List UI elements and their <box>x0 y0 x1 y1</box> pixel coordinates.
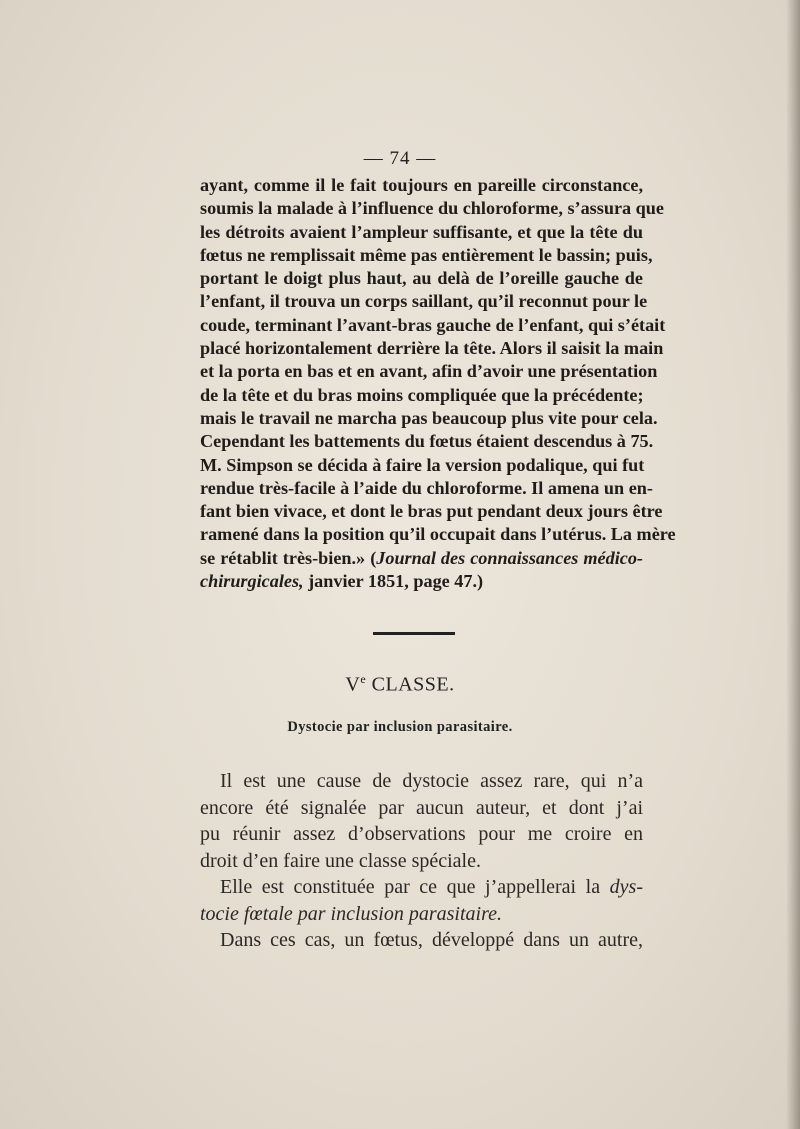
text-line: encore été signalée par aucun auteur, et dont j’ai <box>200 796 643 819</box>
text-line-citation <box>200 547 643 570</box>
text-line: Il est une cause de dystocie assez rare, qui n’a <box>220 770 643 792</box>
class-word: CLASSE. <box>366 673 455 696</box>
text-line: fant bien vivace, et dont le bras put pendant deux jours être <box>200 501 663 522</box>
text-line: fœtus ne remplissait même pas entièrement le bassin; puis, <box>200 244 653 265</box>
text-line: coude, terminant l’avant-bras gauche de l’enfant, qui s’était <box>200 314 666 335</box>
text-line: de la tête et du bras moins compliquée que la précédente; <box>200 384 644 405</box>
text-line: soumis la malade à l’influence du chloroforme, s’assura que <box>200 198 664 219</box>
journal-title-part1: Journal des connaissances médico- <box>376 547 643 568</box>
page-number: — 74 — <box>363 148 437 169</box>
section-class-heading <box>0 672 800 697</box>
quoted-case-paragraph <box>200 174 676 593</box>
text-line: pu réunir assez d’observations pour me croire en <box>200 823 643 845</box>
text-line: rendue très-facile à l’aide du chloroforme. Il amena un en- <box>200 477 653 498</box>
text-line: Dans ces cas, un fœtus, développé dans un autre, <box>220 929 643 951</box>
text-line: placé horizontalement derrière la tête. Alors il saisit la main <box>200 338 664 359</box>
text-line: ramené dans la position qu’il occupait dans l’utérus. La mère <box>200 524 676 545</box>
text-line: l’enfant, il trouva un corps saillant, qu’il reconnut pour le <box>200 291 648 312</box>
citation-date: janvier 1851, page 47.) <box>303 571 484 592</box>
section-subtitle: Dystocie par inclusion parasitaire. <box>287 719 513 735</box>
definition-lead: Elle est constituée par ce que j’appellerai la <box>220 876 610 898</box>
text-line: ayant, comme il le fait toujours en pareille circonstance, <box>200 175 643 195</box>
text-line: Cependant les battements du fœtus étaient descendus à 75. <box>200 431 654 452</box>
text-line <box>200 874 643 901</box>
text-line: les détroits avaient l’ampleur suffisante, et que la tête du <box>200 221 643 242</box>
section-divider-rule <box>373 632 455 635</box>
class-numeral-superscript: e <box>360 672 367 686</box>
section-body <box>200 768 643 954</box>
text-line: portant le doigt plus haut, au delà de l’oreille gauche de <box>200 268 643 289</box>
term-part2: tocie fœtale par inclusion parasitaire. <box>200 902 503 925</box>
term-part1: dys- <box>609 876 643 898</box>
class-numeral: V <box>345 673 361 696</box>
text-line: et la porta en bas et en avant, afin d’avoir une présentation <box>200 361 658 382</box>
text-line: mais le travail ne marcha pas beaucoup plus vite pour cela. <box>200 407 658 428</box>
text-line: M. Simpson se décida à faire la version podalique, qui fut <box>200 454 645 475</box>
text-line-citation-end <box>200 570 643 593</box>
journal-title-part2: chirurgicales, <box>200 571 304 592</box>
text-line: droit d’en faire une classe spéciale. <box>200 849 481 872</box>
citation-lead: se rétablit très-bien.» ( <box>200 547 377 568</box>
text-line <box>200 901 643 928</box>
